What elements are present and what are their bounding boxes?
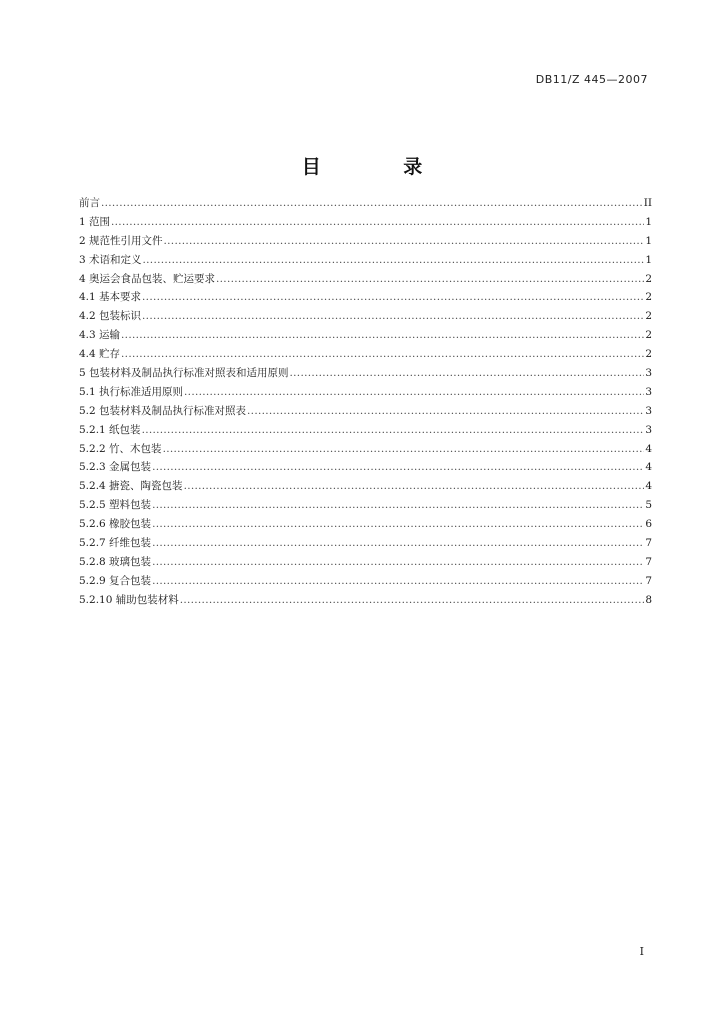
toc-entry-label: 5 包装材料及制品执行标准对照表和适用原则 [79, 367, 289, 380]
toc-entry[interactable] [79, 307, 652, 326]
toc-entry-page: 2 [645, 291, 652, 304]
toc-leader-dots [142, 421, 645, 440]
toc-entry-page: 2 [645, 348, 652, 361]
toc-entry-page: 4 [645, 461, 652, 474]
toc-leader-dots [111, 213, 644, 232]
toc-entry[interactable] [79, 421, 652, 440]
toc-entry-label: 4.3 运输 [79, 329, 121, 342]
toc-entry-page: II [643, 197, 652, 209]
toc-entry[interactable] [79, 364, 652, 383]
toc-entry-label: 5.2.2 竹、木包装 [79, 442, 162, 455]
toc-entry[interactable] [79, 496, 652, 515]
toc-entry[interactable] [79, 515, 652, 534]
toc-leader-dots [164, 232, 645, 251]
toc-leader-dots [121, 326, 644, 345]
table-of-contents [79, 194, 652, 610]
toc-leader-dots [152, 458, 644, 477]
toc-entry-label: 5.2.4 搪瓷、陶瓷包装 [79, 480, 183, 493]
toc-entry-label: 2 规范性引用文件 [79, 234, 163, 247]
toc-entry[interactable] [79, 534, 652, 553]
toc-entry-page: 7 [645, 555, 652, 568]
document-code: DB11/Z 445—2007 [535, 73, 648, 86]
toc-entry[interactable] [79, 288, 652, 307]
toc-entry-page: 3 [645, 404, 652, 417]
toc-entry-label: 5.2 包装材料及制品执行标准对照表 [79, 404, 247, 417]
toc-entry-label: 4 奥运会食品包装、贮运要求 [79, 272, 216, 285]
toc-leader-dots [142, 307, 644, 326]
toc-entry[interactable] [79, 572, 652, 591]
toc-leader-dots [184, 477, 645, 496]
toc-leader-dots [101, 194, 643, 213]
toc-leader-dots [216, 270, 644, 289]
toc-entry-label: 5.2.6 橡胶包装 [79, 518, 152, 531]
toc-entry[interactable] [79, 477, 652, 496]
toc-entry-label: 5.2.1 纸包装 [79, 423, 141, 436]
toc-entry-page: 3 [645, 367, 652, 380]
toc-leader-dots [184, 383, 644, 402]
toc-entry-page: 4 [645, 442, 652, 455]
toc-entry-page: 4 [645, 480, 652, 493]
toc-entry[interactable] [79, 553, 652, 572]
toc-entry-page: 7 [645, 537, 652, 550]
toc-entry-page: 1 [645, 215, 652, 228]
page-number: I [639, 945, 644, 958]
toc-leader-dots [152, 515, 644, 534]
toc-entry[interactable] [79, 402, 652, 421]
toc-leader-dots [290, 364, 645, 383]
toc-entry[interactable] [79, 251, 652, 270]
toc-entry-label: 前言 [79, 197, 100, 209]
toc-entry[interactable] [79, 232, 652, 251]
toc-leader-dots [247, 402, 644, 421]
toc-entry-page: 2 [645, 310, 652, 323]
toc-entry-page: 8 [645, 593, 652, 606]
toc-entry-label: 5.2.5 塑料包装 [79, 499, 152, 512]
toc-leader-dots [152, 572, 644, 591]
toc-leader-dots [163, 440, 645, 459]
toc-entry-page: 2 [645, 272, 652, 285]
toc-entry-label: 5.2.3 金属包装 [79, 461, 152, 474]
toc-entry[interactable] [79, 194, 652, 213]
toc-entry[interactable] [79, 440, 652, 459]
toc-entry-label: 5.2.7 纤维包装 [79, 537, 152, 550]
toc-entry[interactable] [79, 213, 652, 232]
toc-leader-dots [180, 591, 645, 610]
toc-title: 目 录 [301, 156, 461, 178]
toc-entry-page: 6 [645, 518, 652, 531]
toc-entry[interactable] [79, 383, 652, 402]
toc-entry[interactable] [79, 591, 652, 610]
toc-leader-dots [142, 288, 644, 307]
toc-entry-label: 5.2.10 辅助包装材料 [79, 593, 179, 606]
toc-entry-page: 3 [645, 423, 652, 436]
toc-leader-dots [152, 553, 644, 572]
toc-entry-label: 3 术语和定义 [79, 253, 142, 266]
toc-entry-label: 5.2.9 复合包装 [79, 574, 152, 587]
toc-entry-label: 4.4 贮存 [79, 348, 121, 361]
toc-leader-dots [152, 534, 644, 553]
toc-entry-label: 1 范围 [79, 215, 111, 228]
toc-entry-label: 4.1 基本要求 [79, 291, 142, 304]
toc-entry[interactable] [79, 326, 652, 345]
toc-entry[interactable] [79, 458, 652, 477]
toc-entry-page: 1 [645, 234, 652, 247]
toc-entry[interactable] [79, 345, 652, 364]
toc-entry-label: 4.2 包装标识 [79, 310, 142, 323]
toc-entry-label: 5.2.8 玻璃包装 [79, 555, 152, 568]
toc-entry[interactable] [79, 270, 652, 289]
toc-entry-page: 7 [645, 574, 652, 587]
toc-leader-dots [152, 496, 644, 515]
toc-entry-page: 1 [645, 253, 652, 266]
toc-entry-label: 5.1 执行标准适用原则 [79, 385, 184, 398]
toc-leader-dots [143, 251, 645, 270]
toc-entry-page: 2 [645, 329, 652, 342]
toc-leader-dots [121, 345, 644, 364]
toc-entry-page: 3 [645, 385, 652, 398]
toc-entry-page: 5 [645, 499, 652, 512]
